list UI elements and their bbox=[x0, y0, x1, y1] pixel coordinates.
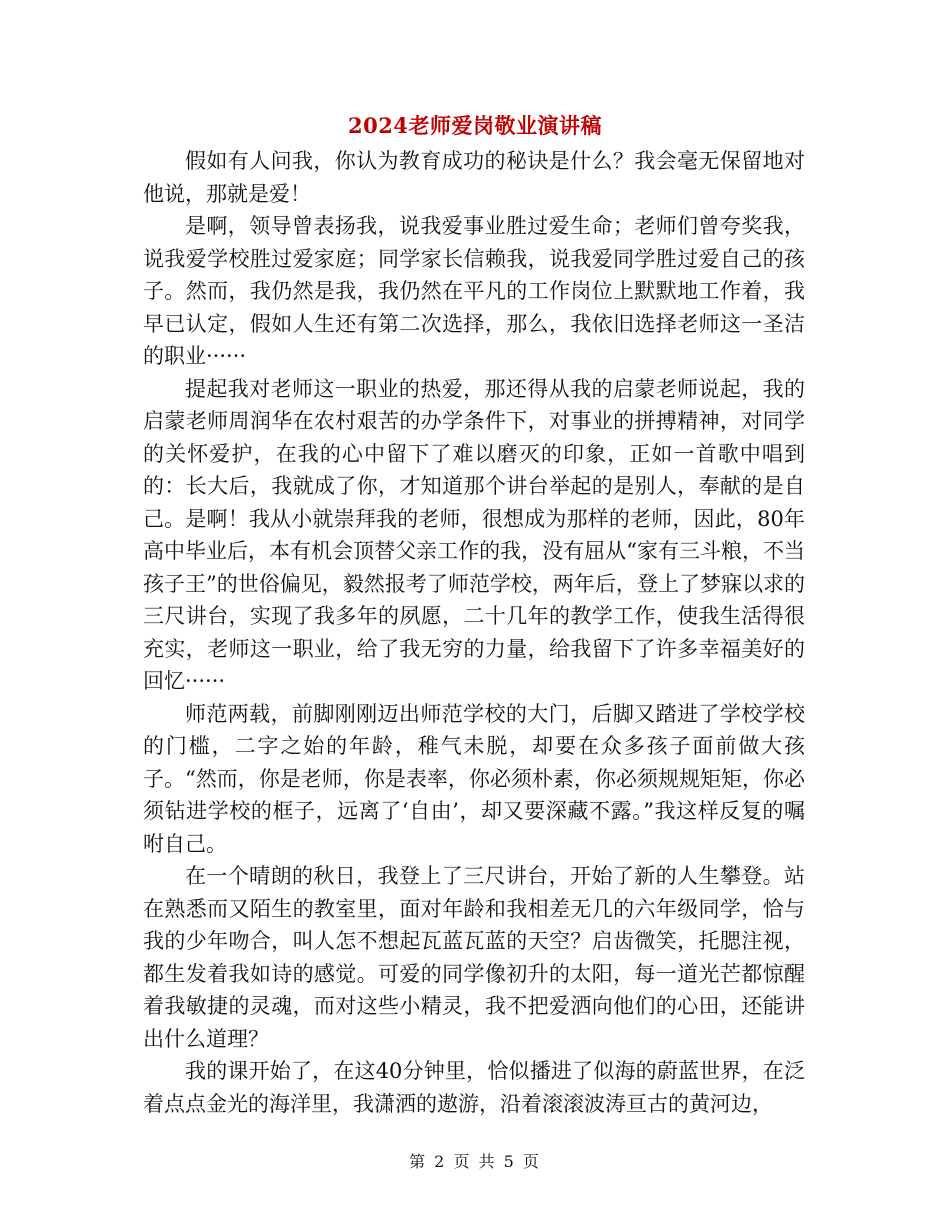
paragraph-1: 假如有人问我，你认为教育成功的秘诀是什么？我会毫无保留地对他说，那就是爱！ bbox=[143, 149, 805, 206]
paragraph-3: 提起我对老师这一职业的热爱，那还得从我的启蒙老师说起，我的启蒙老师周润华在农村艰苦的办学条件下，对事业的拼搏精神，对同学的关怀爱护，在我的心中留下了难以磨灭的印象，正如一首歌中唱到的：长大后，我就成了你，才知道那个讲台举起的是别人，奉献的是自己。是啊！我从小就崇拜我的老师，很想成为那样的老师，因此，80年高中毕业后，本有机会顶替父亲工作的我，没有屈从“家有三斗粮，不当孩子王”的世俗偏见，毅然报考了师范学校，两年后，登上了梦寐以求的三尺讲台，实现了我多年的夙愿，二十几年的教学工作，使我生活得很充实，老师这一职业，给了我无穷的力量，给我留下了许多幸福美好的回忆······ bbox=[143, 376, 805, 693]
paragraph-6: 我的课开始了，在这40分钟里，恰似播进了似海的蔚蓝世界，在泛着点点金光的海洋里，我潇洒的遨游，沿着滚滚波涛亘古的黄河边， bbox=[143, 1059, 805, 1116]
paragraph-2: 是啊，领导曾表扬我，说我爱事业胜过爱生命；老师们曾夸奖我，说我爱学校胜过爱家庭；同学家长信赖我，说我爱同学胜过爱自己的孩子。然而，我仍然是我，我仍然在平凡的工作岗位上默默地工作着，我早已认定，假如人生还有第二次选择，那么，我依旧选择老师这一圣洁的职业······ bbox=[143, 214, 805, 368]
paragraph-4: 师范两载，前脚刚刚迈出师范学校的大门，后脚又踏进了学校学校的门槛，二字之始的年龄，稚气未脱，却要在众多孩子面前做大孩子。“然而，你是老师，你是表率，你必须朴素，你必须规规矩矩，你必须钻进学校的框子，远离了‘自由’，却又要深藏不露。”我这样反复的嘱咐自己。 bbox=[143, 701, 805, 856]
document-body bbox=[143, 145, 805, 1120]
page-number-footer: 第 2 页 共 5 页 bbox=[409, 1152, 541, 1171]
paragraph-5: 在一个晴朗的秋日，我登上了三尺讲台，开始了新的人生攀登。站在熟悉而又陌生的教室里，面对年龄和我相差无几的六年级同学，恰与我的少年吻合，叫人怎不想起瓦蓝瓦蓝的天空？启齿微笑，托腮注视，都生发着我如诗的感觉。可爱的同学像初升的太阳，每一道光芒都惊醒着我敏捷的灵魂，而对这些小精灵，我不把爱洒向他们的心田，还能讲出什么道理？ bbox=[143, 864, 805, 1051]
document-title: 2024老师爱岗敬业演讲稿 bbox=[348, 113, 602, 138]
